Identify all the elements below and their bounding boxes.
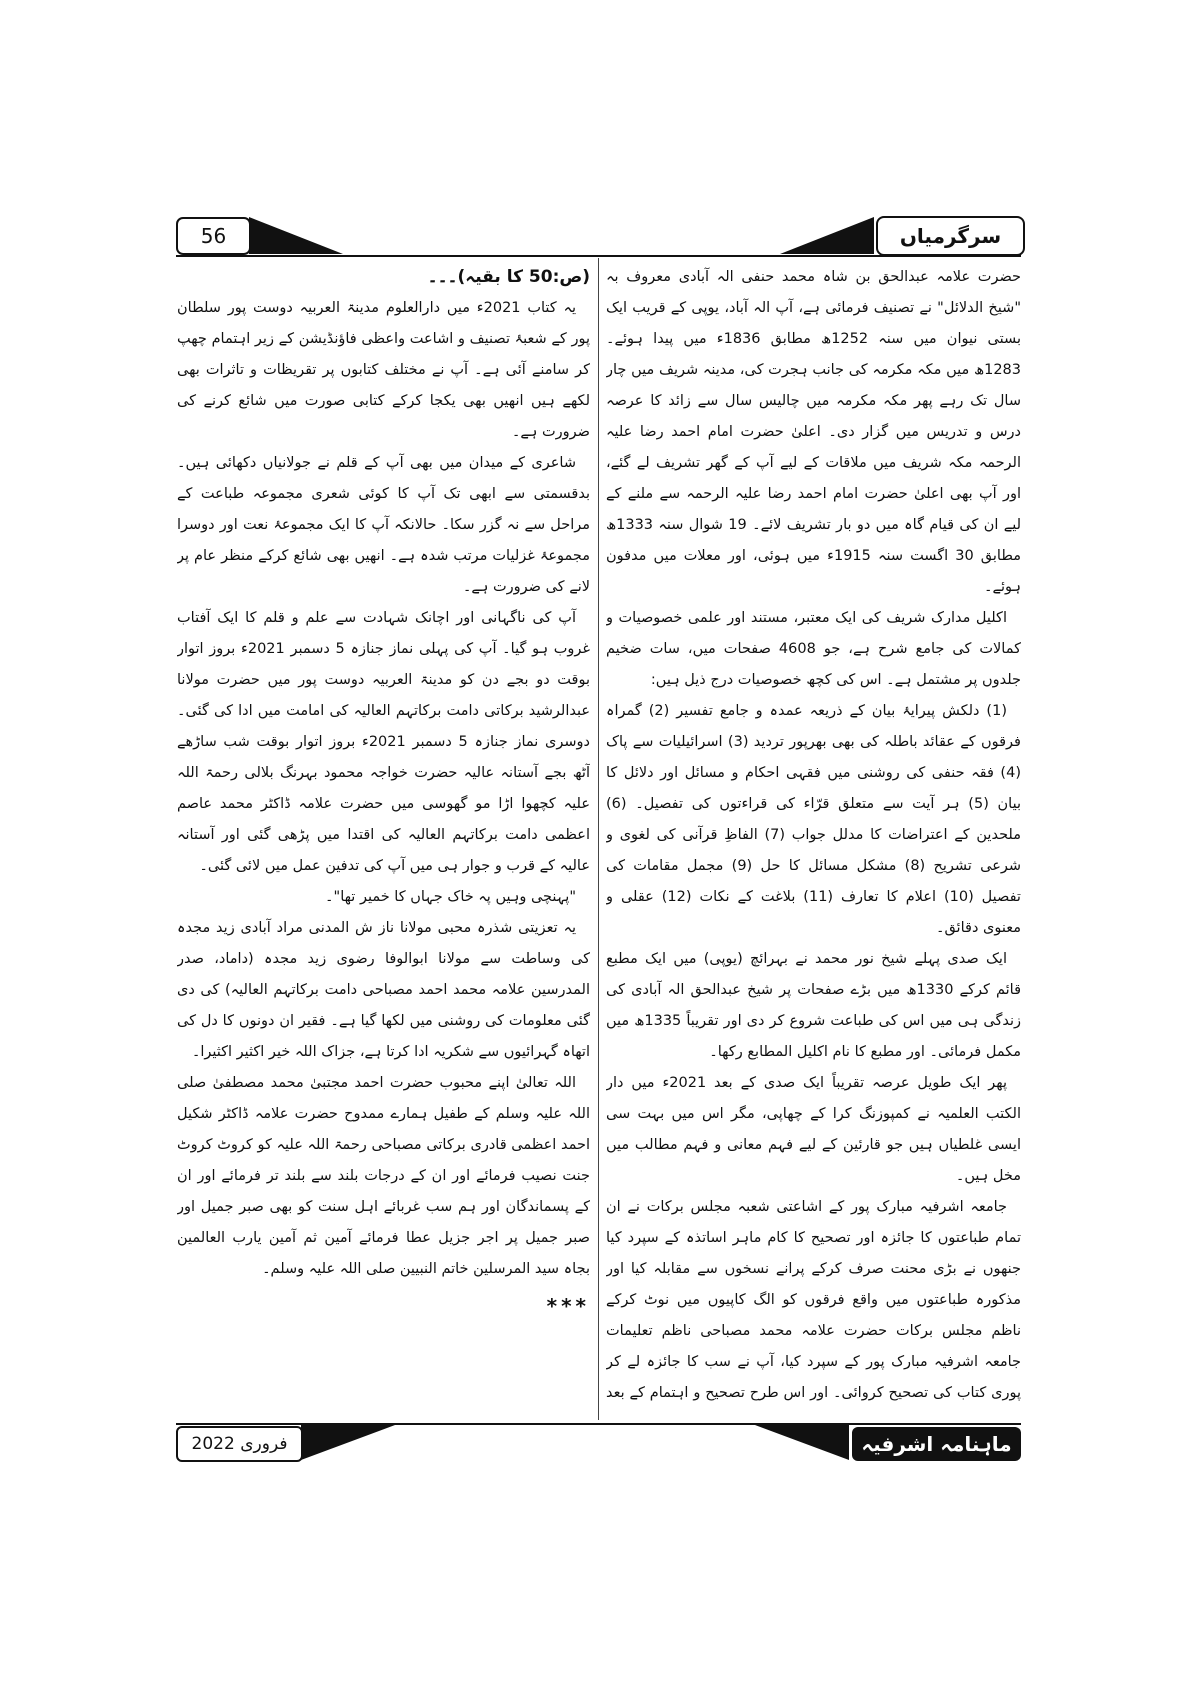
right-paragraph-6: جامعہ اشرفیہ مبارک پور کے اشاعتی شعبہ مجلس برکات نے ان تمام طباعتوں کا جائزہ اور تصحیح کا کام ماہر اساتذہ کے سپرد کیا جنھوں نے بڑی محنت صرف کرکے پرانے نسخوں سے مقابلہ کیا اور مذکورہ طباعتوں میں واقع فرقوں کو الگ کاپیوں میں نوٹ کرکے ناظم مجلس برکات حضرت علامہ محمد مصباحی ناظم تعلیمات جامعہ اشرفیہ مبارک پور کے سپرد کیا، آپ نے سب کا جائزہ لے کر پوری کتاب کی تصحیح کروائی۔ اور اس طرح تصحیح و اہتمام کے بعد — [606, 1199, 1021, 1401]
page-number: 56 — [176, 217, 251, 255]
magazine-title: ماہنامہ اشرفیہ — [852, 1427, 1021, 1461]
left-paragraph-5: یہ تعزیتی شذرہ محبی مولانا ناز ش المدنی مراد آبادی زید مجدہ کی وساطت سے مولانا ابوالوفا رضوی زید مجدہ (داماد، صدر المدرسین علامہ محمد احمد مصباحی دامت برکاتہم العالیہ) کی دی گئی معلومات کی روشنی میں لکھا گیا ہے۔ فقیر ان دونوں کا دل کی اتھاہ گہرائیوں سے شکریہ ادا کرتا ہے، جزاک اللہ خیر اکثیر اکثیرا۔ — [177, 920, 590, 1060]
closing-stars: *** — [546, 1294, 590, 1318]
column-divider — [598, 258, 599, 1420]
continuation-heading: (ص:50 کا بقیہ)۔۔۔ — [427, 267, 590, 287]
left-paragraph-4: "پہنچی وہیں پہ خاک جہاں کا خمیر تھا"۔ — [325, 889, 576, 905]
header-left-wedge — [249, 217, 344, 255]
right-paragraph-1: حضرت علامہ عبدالحق بن شاہ محمد حنفی الہ آبادی معروف بہ "شیخ الدلائل" نے تصنیف فرمائی ہے، آپ الہ آباد، یوپی کے قریب ایک بستی نیوان میں سنہ 1252ھ مطابق 1836ء میں پیدا ہوئے۔ 1283ھ میں مکہ مکرمہ کی جانب ہجرت کی، مدینہ شریف میں چار سال تک رہے پھر مکہ مکرمہ میں چالیس سال سے زائد کا عرصہ درس و تدریس میں گزار دی۔ اعلیٰ حضرت امام احمد رضا علیہ الرحمہ مکہ شریف میں ملاقات کے لیے آپ کے گھر تشریف لے گئے، اور آپ بھی اعلیٰ حضرت امام احمد رضا علیہ الرحمہ سے ملنے کے لیے ان کی قیام گاہ میں دو بار تشریف لائے۔ 19 شوال سنہ 1333ھ مطابق 30 اگست سنہ 1915ء میں ہوئی، اور معلات میں مدفون ہوئے۔ — [606, 269, 1021, 595]
left-paragraph-3: آپ کی ناگہانی اور اچانک شہادت سے علم و قلم کا ایک آفتاب غروب ہو گیا۔ آپ کی پہلی نماز جنازہ 5 دسمبر 2021ء بروز اتوار بوقت دو بجے دن کو مدینۃ العربیہ دوست پور میں حضرت مولانا عبدالرشید برکاتی دامت برکاتہم العالیہ کی امامت میں ادا کی گئی۔ دوسری نماز جنازہ 5 دسمبر 2021ء بروز اتوار بوقت شب ساڑھے آٹھ بجے آستانہ عالیہ حضرت خواجہ محمود بہرنگ بلالی رحمۃ اللہ علیہ کچھوا اڑا مو گھوسی میں حضرت علامہ ڈاکٹر محمد عاصم اعظمی دامت برکاتہم العالیہ کی اقتدا میں پڑھی گئی اور آستانہ عالیہ کے قرب و جوار ہی میں آپ کی تدفین عمل میں لائی گئی۔ — [177, 610, 590, 874]
section-title: سرگرمیاں — [876, 216, 1025, 256]
right-paragraph-2: اکلیل مدارک شریف کی ایک معتبر، مستند اور علمی خصوصیات و کمالات کی جامع شرح ہے، جو 4608 صفحات میں، سات ضخیم جلدوں پر مشتمل ہے۔ اس کی کچھ خصوصیات درج ذیل ہیں: — [606, 610, 1021, 688]
right-column — [606, 262, 1021, 1414]
left-paragraph-6: اللہ تعالیٰ اپنے محبوب حضرت احمد مجتبیٰ محمد مصطفیٰ صلی اللہ علیہ وسلم کے طفیل ہمارے ممدوح حضرت علامہ ڈاکٹر شکیل احمد اعظمی قادری برکاتی مصباحی رحمۃ اللہ علیہ کو کروٹ کروٹ جنت نصیب فرمائے اور ان کے درجات بلند سے بلند تر فرمائے اور ان کے پسماندگان اور ہم سب غربائے اہل سنت کو بھی صبر جمیل اور صبر جمیل پر اجر جزیل عطا فرمائے آمین ثم آمین یارب العالمین بجاہ سید المرسلین خاتم النبیین صلی اللہ علیہ وسلم۔ — [177, 1075, 590, 1277]
footer-left-wedge — [301, 1425, 396, 1461]
right-paragraph-5: پھر ایک طویل عرصہ تقریباً ایک صدی کے بعد 2021ء میں دار الکتب العلمیہ نے کمپوزنگ کرا کے چھاپی، مگر اس میں بہت سی ایسی غلطیاں ہیں جو قارئین کے لیے فہم معانی و فہم مطالب میں مخل ہیں۔ — [606, 1075, 1021, 1184]
footer-right-wedge — [755, 1425, 850, 1461]
header-rule — [176, 255, 1021, 257]
header-right-wedge — [780, 217, 875, 255]
left-paragraph-1: یہ کتاب 2021ء میں دارالعلوم مدینۃ العربیہ دوست پور سلطان پور کے شعبۂ تصنیف و اشاعت واعظی فاؤنڈیشن کے زیر اہتمام چھپ کر سامنے آئی ہے۔ آپ نے مختلف کتابوں پر تقریظات و تاثرات بھی لکھے ہیں انھیں بھی یکجا کرکے کتابی صورت میں شائع کرنے کی ضرورت ہے۔ — [177, 300, 590, 440]
left-paragraph-2: شاعری کے میدان میں بھی آپ کے قلم نے جولانیاں دکھائی ہیں۔ بدقسمتی سے ابھی تک آپ کا کوئی شعری مجموعہ طباعت کے مراحل سے نہ گزر سکا۔ حالانکہ آپ کا ایک مجموعۂ نعت اور دوسرا مجموعۂ غزلیات مرتب شدہ ہے۔ انھیں بھی شائع کرکے منظر عام پر لانے کی ضرورت ہے۔ — [177, 455, 590, 595]
right-paragraph-4: ایک صدی پہلے شیخ نور محمد نے بہرائچ (یوپی) میں ایک مطبع قائم کرکے 1330ھ میں بڑے صفحات پر شیخ عبدالحق الہ آبادی کی زندگی ہی میں اس کی طباعت شروع کر دی اور تقریباً 1335ھ میں مکمل فرمائی۔ اور مطبع کا نام اکلیل المطابع رکھا۔ — [606, 951, 1021, 1060]
left-column — [177, 262, 590, 1414]
right-paragraph-3: (1) دلکش پیرایۂ بیان کے ذریعہ عمدہ و جامع تفسیر (2) گمراہ فرقوں کے عقائد باطلہ کی بھی بھرپور تردید (3) اسرائیلیات سے پاک (4) فقہ حنفی کی روشنی میں فقہی احکام و مسائل اور دلائل کا بیان (5) ہر آیت سے متعلق قرّاء کی قراءتوں کی تفصیل۔ (6) ملحدین کے اعتراضات کا مدلل جواب (7) الفاظِ قرآنی کی لغوی و شرعی تشریح (8) مشکل مسائل کا حل (9) مجمل مقامات کی تفصیل (10) اعلام کا تعارف (11) بلاغت کے نکات (12) عقلی و معنوی دقائق۔ — [606, 703, 1021, 936]
issue-date: فروری 2022 — [176, 1426, 303, 1462]
